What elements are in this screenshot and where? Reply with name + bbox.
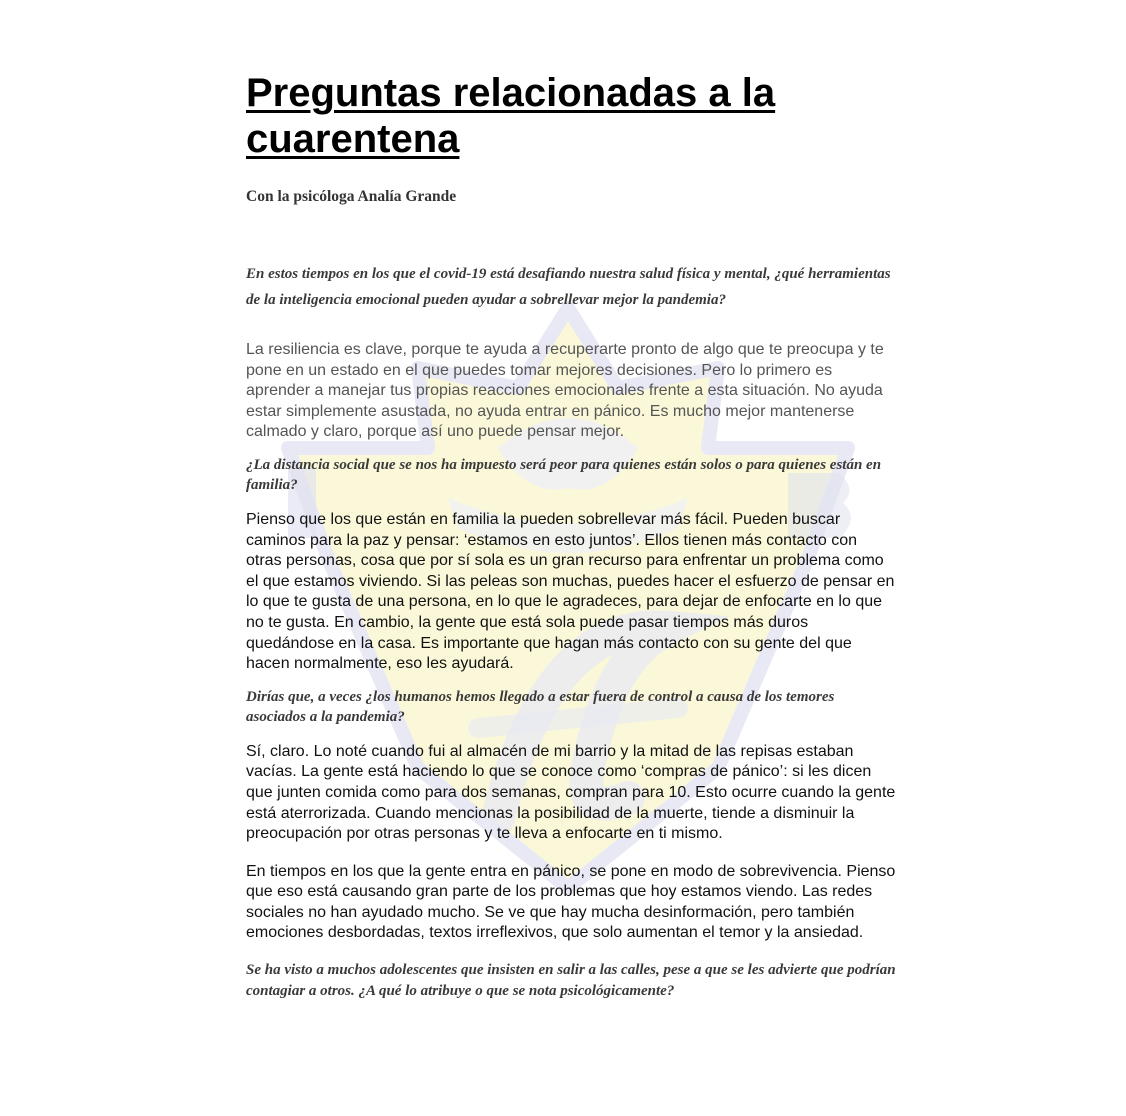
title-line-1: Preguntas relacionadas a la — [246, 71, 776, 115]
title-line-2: cuarentena — [246, 117, 460, 161]
answer-3-continued: En tiempos en los que la gente entra en pánico, se pone en modo de sobrevivencia. Pienso que eso está causando gran parte de los problemas que hoy estamos viendo. Las redes sociales no han ayudado mucho. Se ve que hay mucha desinformación, pero también emociones desbordadas, textos irreflexivos, que solo aumentan el temor y la ansiedad. — [246, 862, 896, 942]
answer-2: Pienso que los que están en familia la pueden sobrellevar más fácil. Pueden buscar caminos para la paz y pensar: ‘estamos en esto juntos’. Ellos tienen más contacto con otras personas, cosa que por sí sola es un gran recurso para enfrentar un problema como el que estamos viviendo. Si las peleas son muchas, puedes hacer el esfuerzo de pensar en lo que te gusta de una persona, en lo que le agradeces, para dejar de enfocarte en lo que no te gusta. En cambio, la gente que está sola puede pasar tiempos más duros quedándose en la casa. Es importante que hagan más contacto con su gente del que hacen normalmente, eso les ayudará. — [246, 510, 895, 673]
question-2: ¿La distancia social que se nos ha impuesto será peor para quienes están solos o para quienes están en familia? — [246, 456, 882, 493]
question-3: Dirías que, a veces ¿los humanos hemos llegado a estar fuera de control a causa de los temores asociados a la pandemia? — [246, 688, 835, 725]
page-title — [246, 70, 896, 162]
author-subtitle: Con la psicóloga Analía Grande — [246, 188, 457, 205]
answer-3: Sí, claro. Lo noté cuando fui al almacén de mi barrio y la mitad de las repisas estaban vacías. La gente está haciendo lo que se conoce como ‘compras de pánico’: si les dicen que junten comida como para dos semanas, compran para 10. Esto ocurre cuando la gente está aterrorizada. Cuando mencionas la posibilidad de la muerte, tiende a disminuir la preocupación por otras personas y te lleva a enfocarte en ti mismo. — [246, 742, 896, 843]
question-1: En estos tiempos en los que el covid-19 está desafiando nuestra salud física y mental, ¿qué herramientas de la inteligencia emocional pueden ayudar a sobrellevar mejor la pandemia? — [246, 266, 891, 308]
question-4: Se ha visto a muchos adolescentes que insisten en salir a las calles, pese a que se les advierte que podrían contagiar a otros. ¿A qué lo atribuye o que se nota psicológicamente? — [246, 962, 896, 1000]
article-content — [246, 70, 896, 1002]
answer-1: La resiliencia es clave, porque te ayuda a recuperarte pronto de algo que te preocupa y te pone en un estado en el que puedes tomar mejores decisiones. Pero lo primero es aprender a manejar tus propias reacciones emocionales frente a esta situación. No ayuda estar simplemente asustada, no ayuda entrar en pánico. Es mucho mejor mantenerse calmado y claro, porque así uno puede pensar mejor. — [246, 341, 884, 441]
